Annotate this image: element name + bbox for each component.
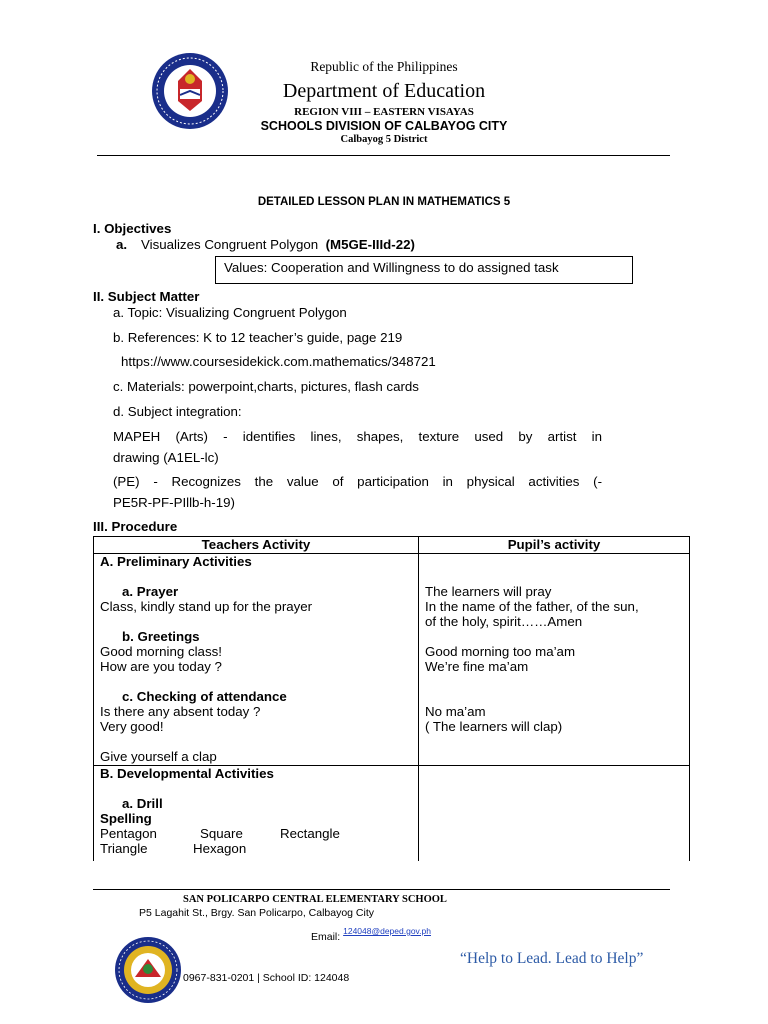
developmental-heading: B. Developmental Activities [100,766,274,781]
developmental-row [94,766,690,862]
region-text: REGION VIII – EASTERN VISAYAS [294,106,474,118]
pupil-attendance-2: ( The learners will clap) [425,719,563,734]
procedure-header-row [94,537,690,554]
pe-line-1: (PE) - Recognizes the value of participation in physical activities (- [113,474,602,489]
procedure-heading: III. Procedure [93,519,178,534]
pupil-attendance-1: No ma’am [425,704,486,719]
department-text: Department of Education [282,80,486,102]
prayer-teacher-text: Class, kindly stand up for the prayer [100,599,313,614]
spelling-words-row-2 [100,841,412,856]
greeting-teacher-1: Good morning class! [100,644,222,659]
reference-url: https://www.coursesidekick.com.mathematics/348721 [121,354,436,369]
school-contact: 0967-831-0201 | School ID: 124048 [183,972,350,984]
footer-rule [93,889,670,890]
pupil-prayer-1: The learners will pray [425,584,552,599]
school-address: P5 Lagahit St., Brgy. San Policarpo, Calbayog City [139,907,375,919]
school-slogan: “Help to Lead. Lead to Help” [460,950,644,967]
preliminary-pupil-cell [419,554,690,766]
developmental-pupil-cell [419,766,690,862]
district-text: Calbayog 5 District [340,134,428,145]
preliminary-teacher-cell [94,554,419,766]
school-seal [113,935,183,1005]
pupil-prayer-2: In the name of the father, of the sun, [425,599,639,614]
prayer-heading: a. Prayer [122,584,179,599]
email-label: Email: [311,931,341,943]
objectives-heading: I. Objectives [93,221,172,236]
email-link[interactable]: 124048@deped.gov.ph [343,926,431,936]
spelling-word: Pentagon [100,826,157,841]
preliminary-row [94,554,690,766]
division-text: SCHOOLS DIVISION OF CALBAYOG CITY [260,119,508,133]
spelling-word: Rectangle [280,826,340,841]
mapeh-line-1: MAPEH (Arts) - identifies lines, shapes, texture used by artist in [113,429,602,444]
pupil-greeting-1: Good morning too ma’am [425,644,576,659]
spelling-word: Square [200,826,243,841]
header-rule [97,155,670,156]
integration-line: d. Subject integration: [113,404,242,419]
pupil-prayer-3: of the holy, spirit……Amen [425,614,583,629]
preliminary-heading: A. Preliminary Activities [100,554,252,569]
attendance-heading: c. Checking of attendance [122,689,287,704]
developmental-teacher-cell [94,766,419,862]
attendance-teacher-1: Is there any absent today ? [100,704,261,719]
attendance-teacher-2: Very good! [100,719,164,734]
greetings-heading: b. Greetings [122,629,200,644]
spelling-word: Hexagon [193,841,247,856]
document-title: DETAILED LESSON PLAN IN MATHEMATICS 5 [257,196,511,208]
email-line [311,926,431,943]
materials-line: c. Materials: powerpoint,charts, pictures, flash cards [113,379,419,394]
procedure-table [93,536,690,861]
drill-heading: a. Drill [122,796,163,811]
spelling-word: Triangle [100,841,148,856]
attendance-teacher-3: Give yourself a clap [100,749,217,764]
references-line: b. References: K to 12 teacher’s guide, page 219 [113,330,403,345]
mapeh-line-2: drawing (A1EL-lc) [113,450,219,465]
subject-matter-heading: II. Subject Matter [93,289,200,304]
values-text: Values: Cooperation and Willingness to do assigned task [224,260,559,275]
pupils-activity-header: Pupil’s activity [419,537,690,554]
values-box [215,256,633,284]
objective-text: Visualizes Congruent Polygon [141,237,319,252]
objective-item [116,237,415,252]
greeting-teacher-2: How are you today ? [100,659,222,674]
spelling-words-row-1 [100,826,412,841]
school-name: SAN POLICARPO CENTRAL ELEMENTARY SCHOOL [183,894,447,905]
pupil-greeting-2: We’re fine ma’am [425,659,529,674]
republic-text: Republic of the Philippines [310,59,458,74]
objective-letter: a. [116,237,128,252]
objective-code: (M5GE-IIId-22) [325,237,415,252]
teachers-activity-header: Teachers Activity [94,537,419,554]
pe-line-2: PE5R-PF-PIllb-h-19) [113,495,235,510]
topic-line: a. Topic: Visualizing Congruent Polygon [113,305,347,320]
spelling-heading: Spelling [100,811,152,826]
